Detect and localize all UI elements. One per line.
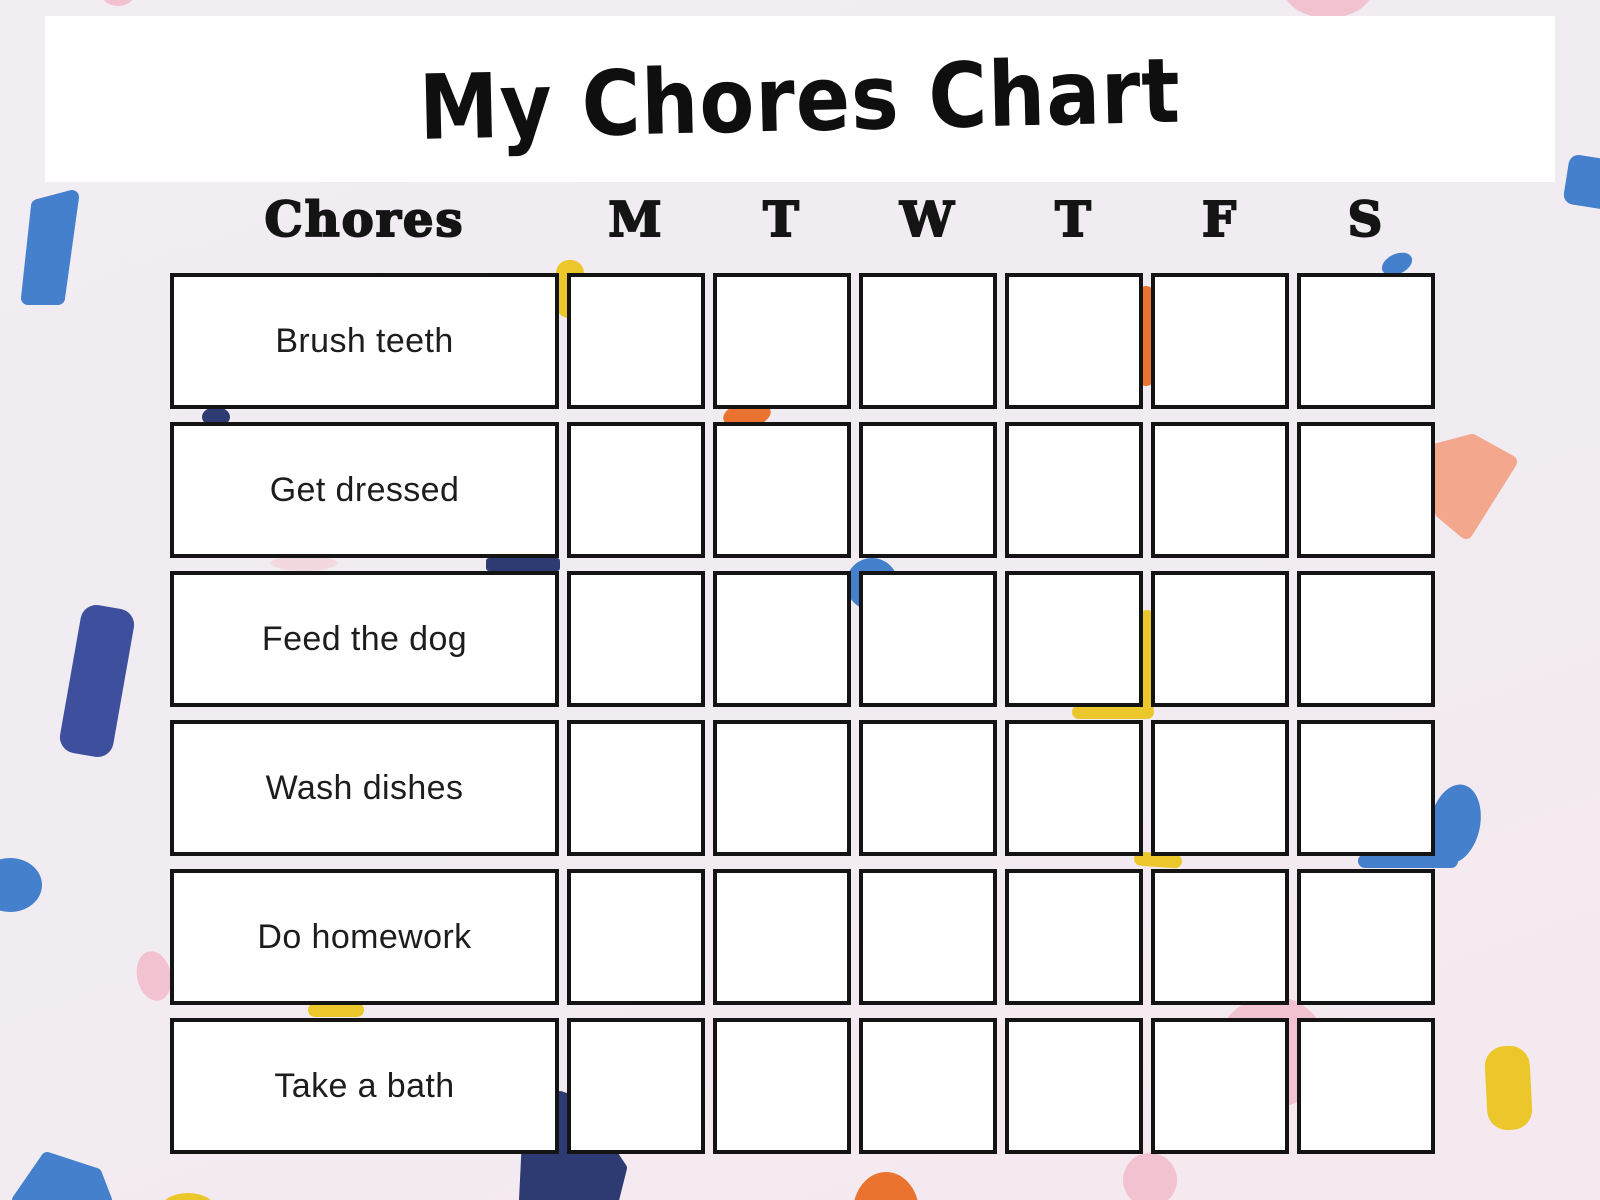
- day-cell[interactable]: [1005, 571, 1143, 707]
- day-cell[interactable]: [567, 422, 705, 558]
- day-header-saturday: S: [1347, 192, 1385, 248]
- chores-column-header: Chores: [264, 192, 465, 248]
- confetti-yellow-strip-bottom-right: [1484, 1045, 1533, 1131]
- title-banner: [45, 16, 1555, 182]
- confetti-pink-circle-bottom-center: [1123, 1153, 1177, 1200]
- day-header-thursday: T: [1055, 192, 1093, 248]
- day-cell[interactable]: [1005, 720, 1143, 856]
- chore-label-box: [170, 869, 559, 1005]
- day-cell[interactable]: [1297, 571, 1435, 707]
- chore-label: Get dressed: [269, 470, 460, 509]
- day-cell[interactable]: [859, 422, 997, 558]
- day-header-monday: M: [608, 192, 664, 248]
- day-cell[interactable]: [713, 1018, 851, 1154]
- day-cell[interactable]: [1151, 422, 1289, 558]
- day-cell[interactable]: [859, 571, 997, 707]
- confetti-salmon-blob-right: [1438, 441, 1510, 532]
- day-cell[interactable]: [567, 571, 705, 707]
- day-cell[interactable]: [859, 720, 997, 856]
- chores-grid: [170, 273, 1435, 1154]
- confetti-yellow-arc-bottom-left: [160, 1193, 216, 1200]
- chore-label-box: [170, 720, 559, 856]
- chore-label: Feed the dog: [261, 619, 468, 658]
- day-cell[interactable]: [567, 273, 705, 409]
- day-header-tuesday: T: [763, 192, 801, 248]
- day-cell[interactable]: [1005, 1018, 1143, 1154]
- day-cell[interactable]: [859, 1018, 997, 1154]
- chore-label: Do homework: [257, 917, 472, 956]
- day-cell[interactable]: [1297, 720, 1435, 856]
- day-cell[interactable]: [567, 720, 705, 856]
- chore-label-box: [170, 571, 559, 707]
- chore-label: Wash dishes: [265, 768, 464, 807]
- day-header-wednesday: W: [900, 192, 956, 248]
- page-title: My Chores Chart: [418, 38, 1182, 160]
- confetti-pink-dot-top-left: [102, 0, 134, 6]
- chore-label: Take a bath: [274, 1066, 455, 1105]
- confetti-blue-triangle-top-left: [28, 197, 72, 298]
- day-cell[interactable]: [859, 273, 997, 409]
- day-cell[interactable]: [567, 869, 705, 1005]
- confetti-blue-square-right-edge: [1562, 154, 1600, 211]
- day-cell[interactable]: [1297, 1018, 1435, 1154]
- day-cell[interactable]: [713, 720, 851, 856]
- day-cell[interactable]: [1151, 273, 1289, 409]
- day-cell[interactable]: [1151, 720, 1289, 856]
- confetti-blue-blob-left: [0, 858, 42, 912]
- day-header-friday: F: [1201, 192, 1239, 248]
- day-cell[interactable]: [713, 869, 851, 1005]
- chore-label: Brush teeth: [275, 321, 454, 360]
- day-cell[interactable]: [1151, 869, 1289, 1005]
- chore-label-box: [170, 273, 559, 409]
- day-cell[interactable]: [1297, 422, 1435, 558]
- day-cell[interactable]: [1151, 1018, 1289, 1154]
- confetti-indigo-strip-left: [57, 602, 136, 759]
- day-cell[interactable]: [1005, 869, 1143, 1005]
- chore-label-box: [170, 422, 559, 558]
- day-cell[interactable]: [1005, 422, 1143, 558]
- day-cell[interactable]: [567, 1018, 705, 1154]
- day-cell[interactable]: [713, 422, 851, 558]
- day-cell[interactable]: [859, 869, 997, 1005]
- confetti-orange-blob-bottom: [853, 1172, 919, 1200]
- confetti-blue-triangle-bottom-left: [18, 1158, 106, 1200]
- day-cell[interactable]: [713, 571, 851, 707]
- day-cell[interactable]: [1297, 273, 1435, 409]
- day-cell[interactable]: [713, 273, 851, 409]
- day-cell[interactable]: [1005, 273, 1143, 409]
- day-cell[interactable]: [1297, 869, 1435, 1005]
- chore-label-box: [170, 1018, 559, 1154]
- day-cell[interactable]: [1151, 571, 1289, 707]
